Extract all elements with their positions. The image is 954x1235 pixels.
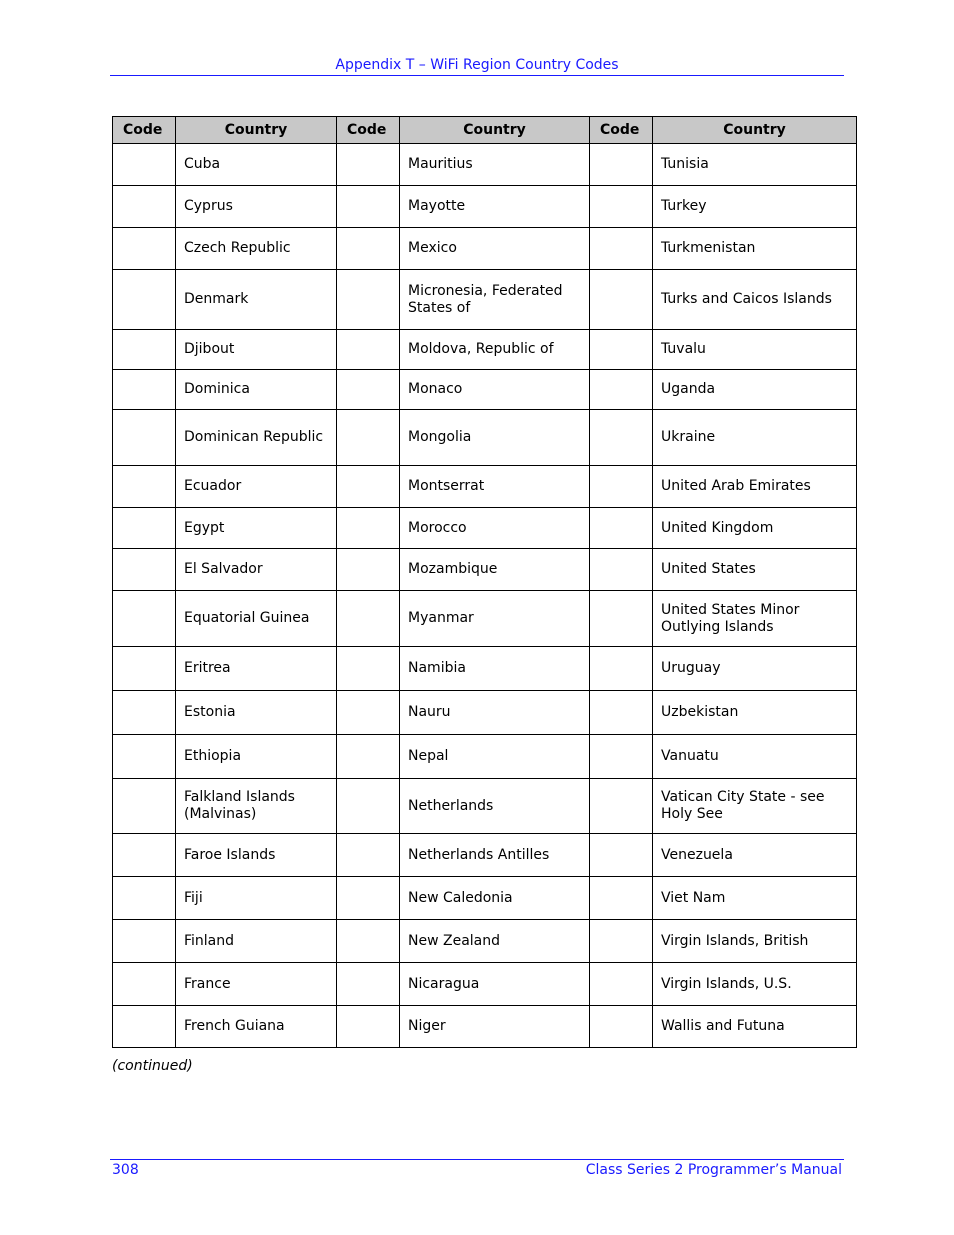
country-cell: Namibia — [400, 647, 590, 691]
table-row — [113, 834, 857, 877]
country-cell: Mauritius — [400, 144, 590, 186]
country-cell: Mexico — [400, 228, 590, 270]
country-cell: Netherlands — [400, 779, 590, 834]
code-cell — [590, 466, 653, 508]
code-cell — [590, 270, 653, 330]
continued-note: (continued) — [112, 1058, 193, 1074]
country-cell: Uzbekistan — [653, 691, 857, 735]
code-cell — [590, 508, 653, 549]
code-cell — [337, 920, 400, 963]
table-row — [113, 186, 857, 228]
code-cell — [337, 370, 400, 410]
code-cell — [113, 370, 176, 410]
country-cell: Turkmenistan — [653, 228, 857, 270]
table-row — [113, 508, 857, 549]
code-cell — [590, 834, 653, 877]
code-cell — [337, 691, 400, 735]
country-cell: Estonia — [176, 691, 337, 735]
country-cell: Vanuatu — [653, 735, 857, 779]
country-cell: Niger — [400, 1006, 590, 1048]
country-cell: New Caledonia — [400, 877, 590, 920]
country-cell: Finland — [176, 920, 337, 963]
code-cell — [590, 920, 653, 963]
code-cell — [113, 834, 176, 877]
country-cell: Ukraine — [653, 410, 857, 466]
code-cell — [113, 186, 176, 228]
code-cell — [113, 691, 176, 735]
code-cell — [590, 877, 653, 920]
code-cell — [113, 270, 176, 330]
country-cell: Dominica — [176, 370, 337, 410]
code-cell — [113, 144, 176, 186]
table-row — [113, 647, 857, 691]
code-cell — [337, 330, 400, 370]
code-cell — [113, 779, 176, 834]
page-number: 308 — [112, 1162, 139, 1178]
country-cell: Netherlands Antilles — [400, 834, 590, 877]
code-cell — [113, 963, 176, 1006]
table-row — [113, 410, 857, 466]
country-cell: Ethiopia — [176, 735, 337, 779]
table-row — [113, 877, 857, 920]
table-row — [113, 691, 857, 735]
page-header-title: Appendix T – WiFi Region Country Codes — [335, 57, 619, 73]
country-cell: Dominican Republic — [176, 410, 337, 466]
code-cell — [337, 779, 400, 834]
code-cell — [337, 735, 400, 779]
country-cell: Djibout — [176, 330, 337, 370]
column-header-country: Country — [176, 117, 337, 144]
country-cell: Turkey — [653, 186, 857, 228]
country-cell: El Salvador — [176, 549, 337, 591]
code-cell — [337, 508, 400, 549]
country-cell: Viet Nam — [653, 877, 857, 920]
manual-title: Class Series 2 Programmer’s Manual — [585, 1162, 842, 1178]
table-row — [113, 963, 857, 1006]
code-cell — [337, 270, 400, 330]
code-cell — [337, 591, 400, 647]
column-header-country: Country — [400, 117, 590, 144]
code-cell — [590, 330, 653, 370]
country-cell: Cyprus — [176, 186, 337, 228]
country-cell: Faroe Islands — [176, 834, 337, 877]
table-row — [113, 330, 857, 370]
country-cell: Mongolia — [400, 410, 590, 466]
table-row — [113, 591, 857, 647]
code-cell — [337, 410, 400, 466]
code-cell — [590, 144, 653, 186]
code-cell — [337, 1006, 400, 1048]
country-cell: Denmark — [176, 270, 337, 330]
country-cell: Eritrea — [176, 647, 337, 691]
country-cell: Myanmar — [400, 591, 590, 647]
country-cell: Montserrat — [400, 466, 590, 508]
code-cell — [113, 920, 176, 963]
country-cell: Wallis and Futuna — [653, 1006, 857, 1048]
code-cell — [113, 410, 176, 466]
table-row — [113, 228, 857, 270]
country-cell: Turks and Caicos Islands — [653, 270, 857, 330]
code-cell — [590, 410, 653, 466]
country-cell: Ecuador — [176, 466, 337, 508]
table-row — [113, 144, 857, 186]
code-cell — [113, 735, 176, 779]
code-cell — [337, 877, 400, 920]
column-header-code: Code — [590, 117, 653, 144]
table-row — [113, 270, 857, 330]
header-divider — [110, 75, 844, 76]
code-cell — [590, 591, 653, 647]
country-cell: Tuvalu — [653, 330, 857, 370]
code-cell — [337, 228, 400, 270]
country-cell: Monaco — [400, 370, 590, 410]
code-cell — [337, 647, 400, 691]
country-cell: Cuba — [176, 144, 337, 186]
column-header-code: Code — [337, 117, 400, 144]
country-cell: Uruguay — [653, 647, 857, 691]
code-cell — [590, 963, 653, 1006]
table-header-row — [113, 117, 857, 144]
code-cell — [113, 466, 176, 508]
code-cell — [113, 877, 176, 920]
country-cell: Venezuela — [653, 834, 857, 877]
code-cell — [113, 228, 176, 270]
country-cell: Czech Republic — [176, 228, 337, 270]
country-cell: French Guiana — [176, 1006, 337, 1048]
code-cell — [337, 186, 400, 228]
country-cell: Mozambique — [400, 549, 590, 591]
table-row — [113, 549, 857, 591]
country-cell: Tunisia — [653, 144, 857, 186]
country-cell: Virgin Islands, U.S. — [653, 963, 857, 1006]
code-cell — [337, 144, 400, 186]
code-cell — [337, 834, 400, 877]
table-row — [113, 466, 857, 508]
footer-divider — [110, 1159, 844, 1160]
table-row — [113, 920, 857, 963]
code-cell — [590, 186, 653, 228]
country-cell: Fiji — [176, 877, 337, 920]
country-cell: Falkland Islands (Malvinas) — [176, 779, 337, 834]
table-row — [113, 370, 857, 410]
code-cell — [337, 963, 400, 1006]
country-cell: France — [176, 963, 337, 1006]
country-cell: Mayotte — [400, 186, 590, 228]
code-cell — [590, 735, 653, 779]
country-codes-table — [112, 116, 857, 1048]
country-cell: Nicaragua — [400, 963, 590, 1006]
table-row — [113, 1006, 857, 1048]
country-cell: Nepal — [400, 735, 590, 779]
country-cell: Virgin Islands, British — [653, 920, 857, 963]
country-cell: United States — [653, 549, 857, 591]
country-cell: United Arab Emirates — [653, 466, 857, 508]
code-cell — [590, 691, 653, 735]
code-cell — [590, 370, 653, 410]
code-cell — [113, 647, 176, 691]
code-cell — [113, 1006, 176, 1048]
country-cell: Equatorial Guinea — [176, 591, 337, 647]
country-cell: Morocco — [400, 508, 590, 549]
code-cell — [590, 647, 653, 691]
code-cell — [113, 591, 176, 647]
country-cell: New Zealand — [400, 920, 590, 963]
code-cell — [113, 330, 176, 370]
table-row — [113, 735, 857, 779]
column-header-country: Country — [653, 117, 857, 144]
code-cell — [113, 508, 176, 549]
country-cell: Vatican City State - see Holy See — [653, 779, 857, 834]
code-cell — [590, 779, 653, 834]
code-cell — [113, 549, 176, 591]
code-cell — [590, 228, 653, 270]
country-cell: United Kingdom — [653, 508, 857, 549]
country-cell: Micronesia, Federated States of — [400, 270, 590, 330]
column-header-code: Code — [113, 117, 176, 144]
country-cell: United States Minor Outlying Islands — [653, 591, 857, 647]
code-cell — [590, 549, 653, 591]
code-cell — [590, 1006, 653, 1048]
table-row — [113, 779, 857, 834]
country-cell: Moldova, Republic of — [400, 330, 590, 370]
country-cell: Uganda — [653, 370, 857, 410]
code-cell — [337, 466, 400, 508]
country-cell: Nauru — [400, 691, 590, 735]
code-cell — [337, 549, 400, 591]
country-cell: Egypt — [176, 508, 337, 549]
